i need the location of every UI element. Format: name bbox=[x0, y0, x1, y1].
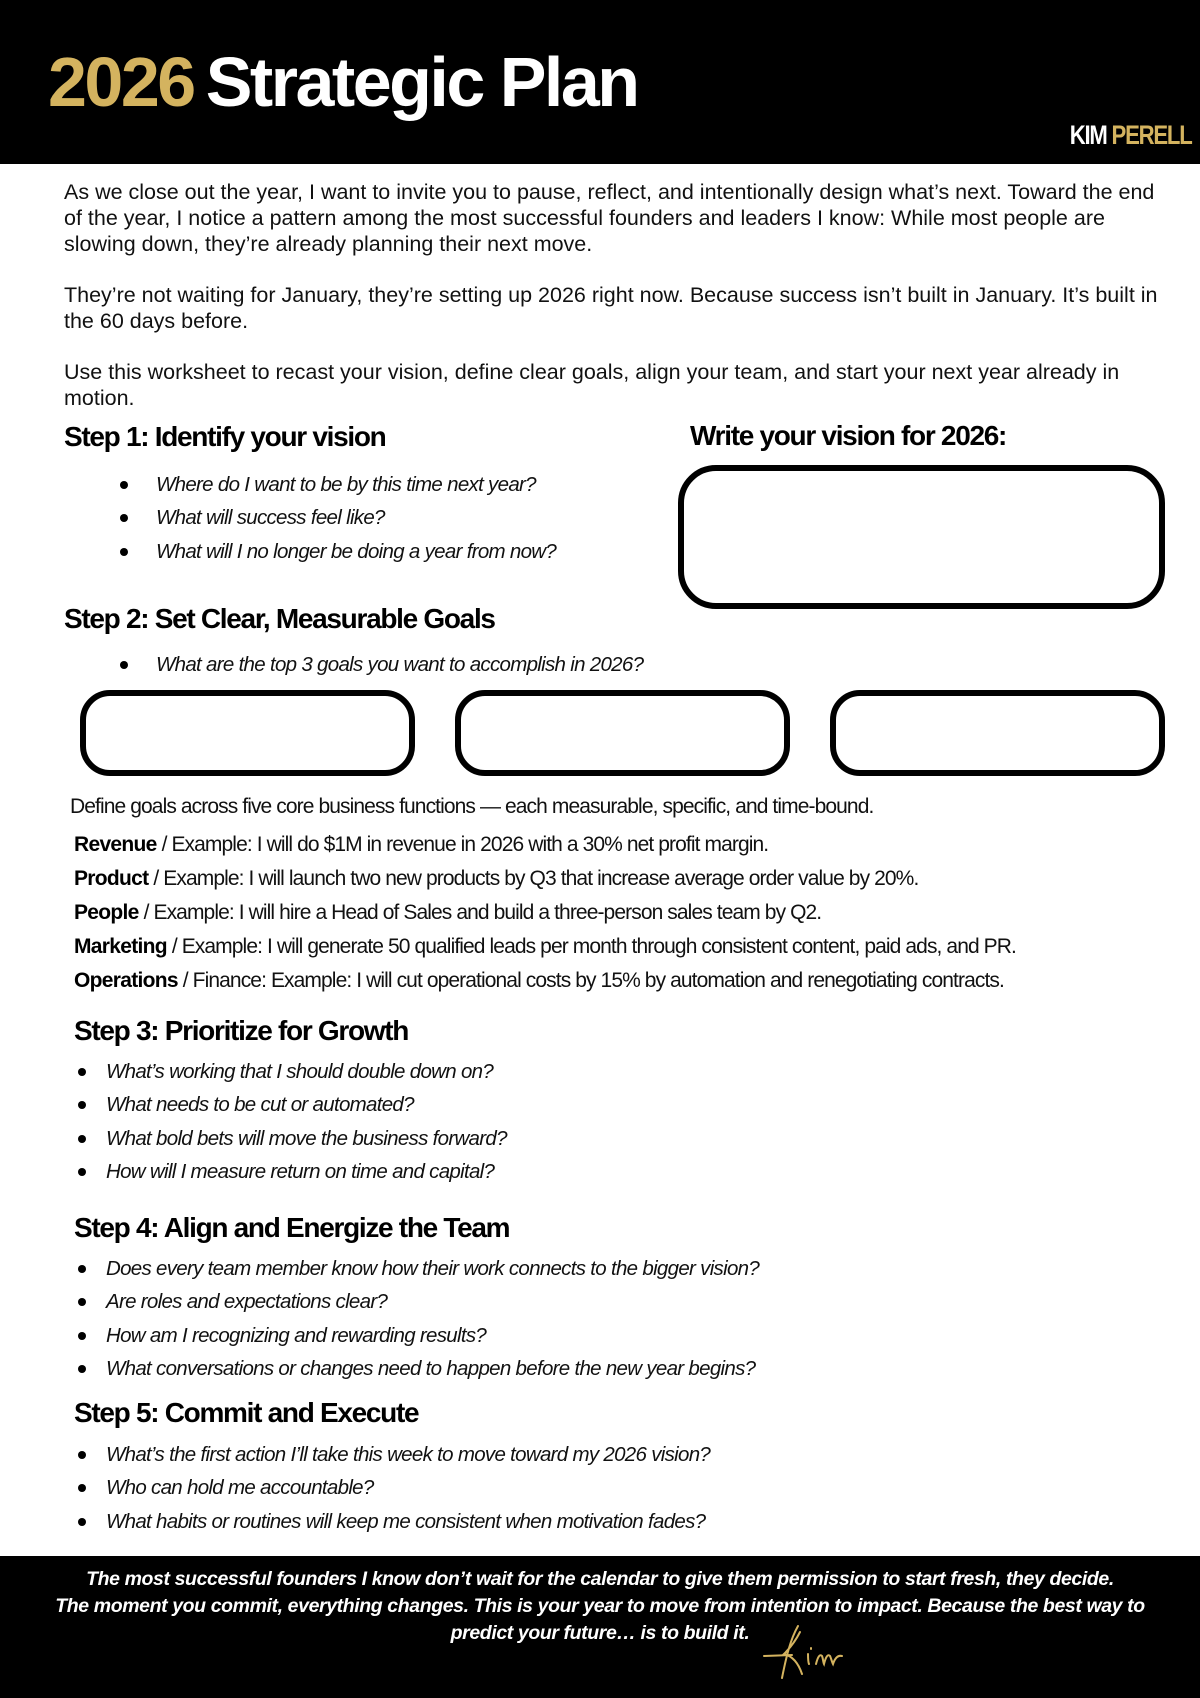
header-band bbox=[0, 0, 1200, 164]
function-operations bbox=[74, 964, 1016, 998]
question-text: Where do I want to be by this time next year? bbox=[156, 473, 536, 496]
intro-text-2: They’re not waiting for January, they’re setting up 2026 right now. Because success isn’t built in January. It’s built in the 60 days before. bbox=[64, 283, 1158, 333]
list-item bbox=[78, 1505, 710, 1538]
function-example: / Finance: Example: I will cut operational costs by 15% by automation and renegotiating contracts. bbox=[177, 969, 1004, 992]
function-people bbox=[74, 896, 1016, 930]
page-title bbox=[48, 40, 638, 124]
question-text: What will I no longer be doing a year from now? bbox=[156, 539, 557, 563]
title-year: 2026 bbox=[48, 43, 194, 121]
closing-line-3: predict your future… is to build it. bbox=[450, 1622, 750, 1644]
bullet-icon bbox=[78, 1135, 86, 1143]
question-text: What are the top 3 goals you want to accomplish in 2026? bbox=[156, 653, 644, 676]
bullet-icon bbox=[78, 1365, 86, 1373]
list-item bbox=[78, 1155, 507, 1188]
bullet-icon bbox=[78, 1332, 86, 1340]
closing-line-2: The moment you commit, everything changes. This is your year to move from intention to impact. Because the best way to bbox=[55, 1595, 1145, 1617]
intro-text-1: As we close out the year, I want to invite you to pause, reflect, and intentionally design what’s next. Toward the end of the year, I notice a pattern among the most successful founders and leaders I know: While most people are slowing down, they’re already planning their next move. bbox=[64, 180, 1155, 256]
bullet-icon bbox=[78, 1518, 86, 1526]
list-item bbox=[78, 1088, 507, 1121]
intro-paragraph-2 bbox=[64, 282, 1164, 334]
bullet-icon bbox=[78, 1484, 86, 1492]
intro-paragraph-1 bbox=[64, 179, 1164, 257]
vision-input-box[interactable] bbox=[678, 465, 1165, 609]
step3-title: Step 3: Prioritize for Growth bbox=[74, 1015, 409, 1046]
list-item bbox=[78, 1122, 507, 1155]
list-item bbox=[78, 1352, 759, 1385]
signature-icon bbox=[762, 1618, 862, 1680]
bullet-icon bbox=[78, 1068, 86, 1076]
step3-question-list bbox=[78, 1055, 507, 1188]
list-item bbox=[120, 468, 556, 501]
function-example: / Example: I will launch two new products by Q3 that increase average order value by 20%. bbox=[148, 867, 919, 890]
intro-text-3: Use this worksheet to recast your vision, define clear goals, align your team, and start your next year already in motion. bbox=[64, 360, 1120, 410]
question-text: How will I measure return on time and capital? bbox=[106, 1159, 495, 1183]
function-name: Revenue bbox=[74, 833, 157, 856]
bullet-icon bbox=[78, 1265, 86, 1273]
functions-intro: Define goals across five core business functions — each measurable, specific, and time-bound. bbox=[70, 795, 874, 818]
step2-title: Step 2: Set Clear, Measurable Goals bbox=[64, 603, 495, 634]
brand-last-name: PERELL bbox=[1112, 120, 1192, 150]
goal-1-input-box[interactable] bbox=[80, 690, 415, 776]
list-item bbox=[120, 648, 643, 681]
function-name: Product bbox=[74, 867, 149, 890]
question-text: What bold bets will move the business forward? bbox=[106, 1126, 507, 1150]
bullet-icon bbox=[120, 661, 128, 669]
goal-2-input-box[interactable] bbox=[455, 690, 790, 776]
question-text: What’s working that I should double down on? bbox=[106, 1060, 494, 1083]
function-example: / Example: I will do $1M in revenue in 2026 with a 30% net profit margin. bbox=[156, 833, 769, 856]
question-text: What needs to be cut or automated? bbox=[106, 1093, 414, 1117]
intro-paragraph-3 bbox=[64, 359, 1164, 411]
question-text: How am I recognizing and rewarding results? bbox=[106, 1323, 487, 1347]
function-example: / Example: I will hire a Head of Sales and build a three-person sales team by Q2. bbox=[138, 901, 822, 924]
list-item bbox=[120, 501, 556, 534]
question-text: What will success feel like? bbox=[156, 506, 385, 530]
business-functions-list bbox=[74, 828, 1016, 998]
step1-question-list bbox=[120, 468, 556, 568]
closing-line-1: The most successful founders I know don’t wait for the calendar to give them permission to start fresh, they decide. bbox=[86, 1568, 1114, 1590]
question-text: Does every team member know how their work connects to the bigger vision? bbox=[106, 1257, 760, 1280]
goal-3-input-box[interactable] bbox=[830, 690, 1165, 776]
closing-quote bbox=[0, 1566, 1200, 1647]
bullet-icon bbox=[120, 481, 128, 489]
bullet-icon bbox=[78, 1451, 86, 1459]
step1-title: Step 1: Identify your vision bbox=[64, 421, 386, 452]
footer-band bbox=[0, 1556, 1200, 1698]
function-name: Marketing bbox=[74, 935, 167, 958]
question-text: What habits or routines will keep me consistent when motivation fades? bbox=[106, 1509, 706, 1533]
bullet-icon bbox=[120, 548, 128, 556]
list-item bbox=[120, 535, 556, 568]
step4-question-list bbox=[78, 1252, 759, 1385]
function-name: Operations bbox=[74, 969, 178, 992]
brand-logo bbox=[1070, 120, 1192, 151]
list-item bbox=[78, 1471, 710, 1504]
question-text: What conversations or changes need to happen before the new year begins? bbox=[106, 1356, 756, 1380]
list-item bbox=[78, 1319, 759, 1352]
list-item bbox=[78, 1438, 710, 1471]
question-text: Are roles and expectations clear? bbox=[106, 1290, 388, 1314]
step2-question-list bbox=[120, 648, 643, 681]
function-marketing bbox=[74, 930, 1016, 964]
function-revenue bbox=[74, 828, 1016, 862]
step5-question-list bbox=[78, 1438, 710, 1538]
vision-label: Write your vision for 2026: bbox=[690, 420, 1007, 451]
bullet-icon bbox=[78, 1168, 86, 1176]
list-item bbox=[78, 1285, 759, 1318]
bullet-icon bbox=[78, 1298, 86, 1306]
title-rest: Strategic Plan bbox=[205, 43, 638, 121]
question-text: Who can hold me accountable? bbox=[106, 1476, 374, 1500]
bullet-icon bbox=[78, 1101, 86, 1109]
list-item bbox=[78, 1252, 759, 1285]
step4-title: Step 4: Align and Energize the Team bbox=[74, 1212, 510, 1243]
step5-title: Step 5: Commit and Execute bbox=[74, 1397, 419, 1428]
function-name: People bbox=[74, 901, 139, 924]
bullet-icon bbox=[120, 514, 128, 522]
list-item bbox=[78, 1055, 507, 1088]
function-product bbox=[74, 862, 1016, 896]
brand-first-name: KIM bbox=[1070, 120, 1108, 150]
question-text: What’s the first action I’ll take this week to move toward my 2026 vision? bbox=[106, 1443, 711, 1466]
function-example: / Example: I will generate 50 qualified leads per month through consistent content, paid ads, and PR. bbox=[166, 935, 1016, 958]
